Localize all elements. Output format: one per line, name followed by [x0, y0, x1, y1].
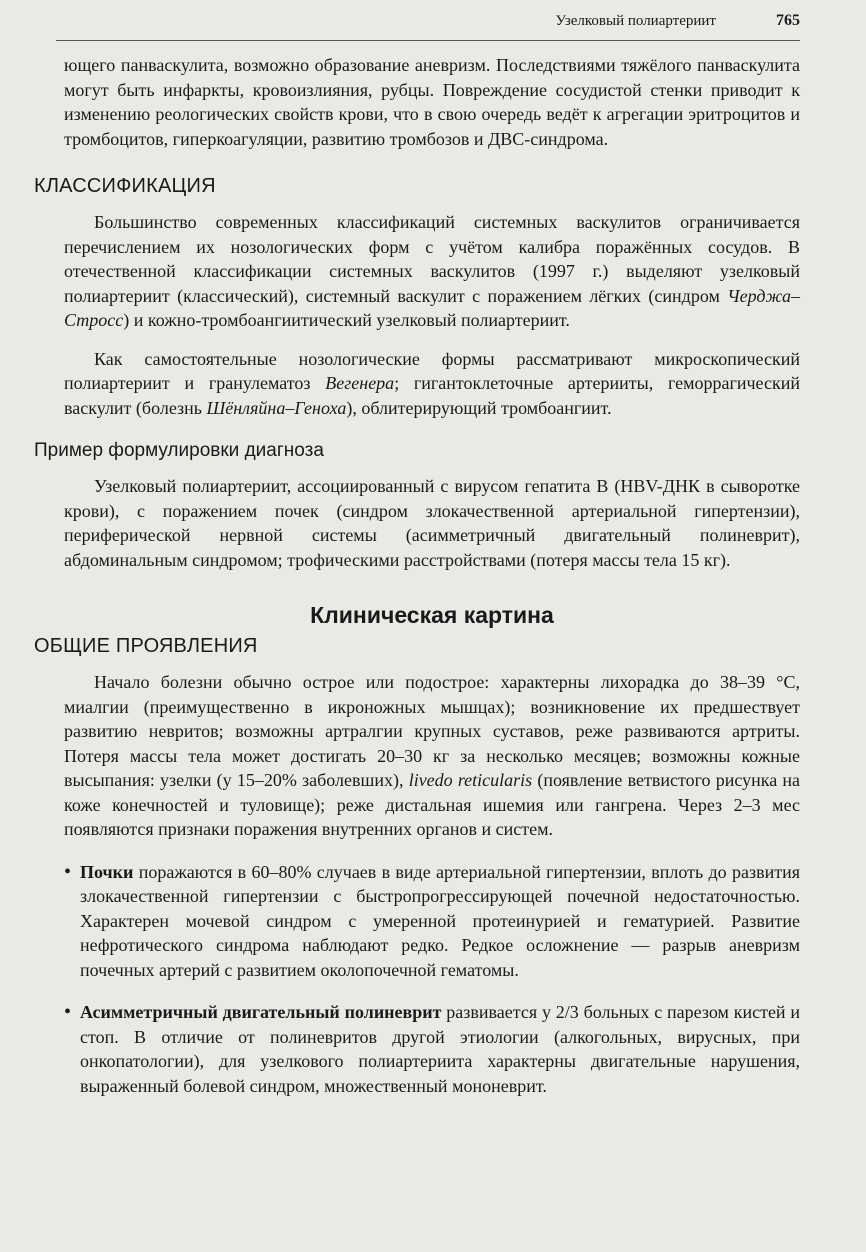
list-item — [64, 860, 800, 983]
classification-heading: КЛАССИФИКАЦИЯ — [34, 175, 216, 197]
text-run: Большинство современных классификаций системных васкулитов ограничивается перечислением их нозологических форм с учётом калибра поражённых сосудов. В отечественной классификации системных васкулитов (1997 г.) выделяют узелковый полиартериит (классический), системный васкулит с поражением лёгких (синдром — [64, 212, 800, 306]
text-run: ), облитерирующий тромбоангиит. — [346, 397, 612, 418]
text-run: (появление ветвистого рисунка на коже конечностей и туловище); реже дистальная ишемия или гангрена. Через 2–3 мес появляются признаки поражения внутренних органов и систем. — [64, 770, 800, 839]
text-run: Начало болезни обычно острое или подострое: характерны лихорадка до 38–39 °С, миалгии (преимущественно в икроножных мышцах); возникновение их предшествует развитию невритов; возможны артралгии крупных суставов, реже развиваются артриты. Потеря массы тела может достигать 20–30 кг за несколько месяцев; возможны кожные высыпания: узелки (у 15–20% заболевших), — [64, 672, 800, 790]
manifestations-list — [64, 860, 800, 1099]
text-run: Как самостоятельные нозологические формы рассматривают микроскопический полиартериит и гранулематоз — [64, 348, 800, 393]
bullet-text: поражаются в 60–80% случаев в виде артериальной гипертензии, вплоть до развития злокачественной гипертензии с быстропрогрессирующей почечной недостаточностью. Характерен мочевой синдром с умеренной протеинурией и гематурией. Развитие нефротического синдрома наблюдают редко. Редкое осложнение — разрыв аневризм почечных артерий с развитием околопочечной гематомы. — [80, 861, 800, 980]
classification-paragraph-1 — [64, 210, 800, 333]
eponym: Шёнляйна–Геноха — [206, 397, 347, 418]
general-manifestations-paragraph — [64, 670, 800, 842]
diagnosis-example-heading: Пример формулировки диагноза — [34, 440, 324, 461]
classification-paragraph-2 — [64, 347, 800, 421]
running-title: Узелковый полиартериит — [555, 13, 716, 29]
intro-paragraph: ющего панваскулита, возможно образование аневризм. Последствиями тяжёлого панваскулита могут быть инфаркты, кровоизлияния, рубцы. Повреждение сосудистой стенки приводит к изменению реологических свойств крови, что в свою очередь ведёт к агрегации эритроцитов и тромбоцитов, гиперкоагуляции, развитию тромбозов и ДВС-синдрома. — [64, 55, 800, 149]
text-run: ) и кожно-тромбоангиитический узелковый полиартериит. — [123, 310, 570, 330]
list-item — [64, 1000, 800, 1098]
diagnosis-example-paragraph: Узелковый полиартериит, ассоциированный с вирусом гепатита В (HBV-ДНК в сыворотке крови), с поражением почек (синдром злокачественной артериальной гипертензии), периферической нервной системы (асимметричный двигательный полиневрит), абдоминальным синдромом; трофическими расстройствами (потеря массы тела 15 кг). — [64, 476, 800, 570]
bullet-text: развивается у 2/3 больных с парезом кистей и стоп. В отличие от полиневритов другой этиологии (алкогольных, вирусных, при онкопатологии), для узелкового полиартериита характерны двигательные нарушения, выраженный болевой синдром, множественный мононеврит. — [80, 1002, 801, 1096]
chapter-heading: Клиническая картина — [310, 602, 554, 628]
bullet-term: Почки — [80, 861, 134, 882]
page-number: 765 — [776, 12, 800, 29]
eponym: Черджа–Стросс — [64, 285, 800, 330]
page-header — [56, 12, 800, 41]
bullet-term: Асимметричный двигательный полиневрит — [80, 1002, 442, 1022]
latin-term: livedo reticularis — [408, 770, 533, 790]
eponym: Вегенера — [325, 373, 395, 393]
text-run: ; гигантоклеточные артерииты, геморрагический васкулит (болезнь — [64, 373, 800, 418]
general-manifestations-heading: ОБЩИЕ ПРОЯВЛЕНИЯ — [34, 635, 258, 657]
